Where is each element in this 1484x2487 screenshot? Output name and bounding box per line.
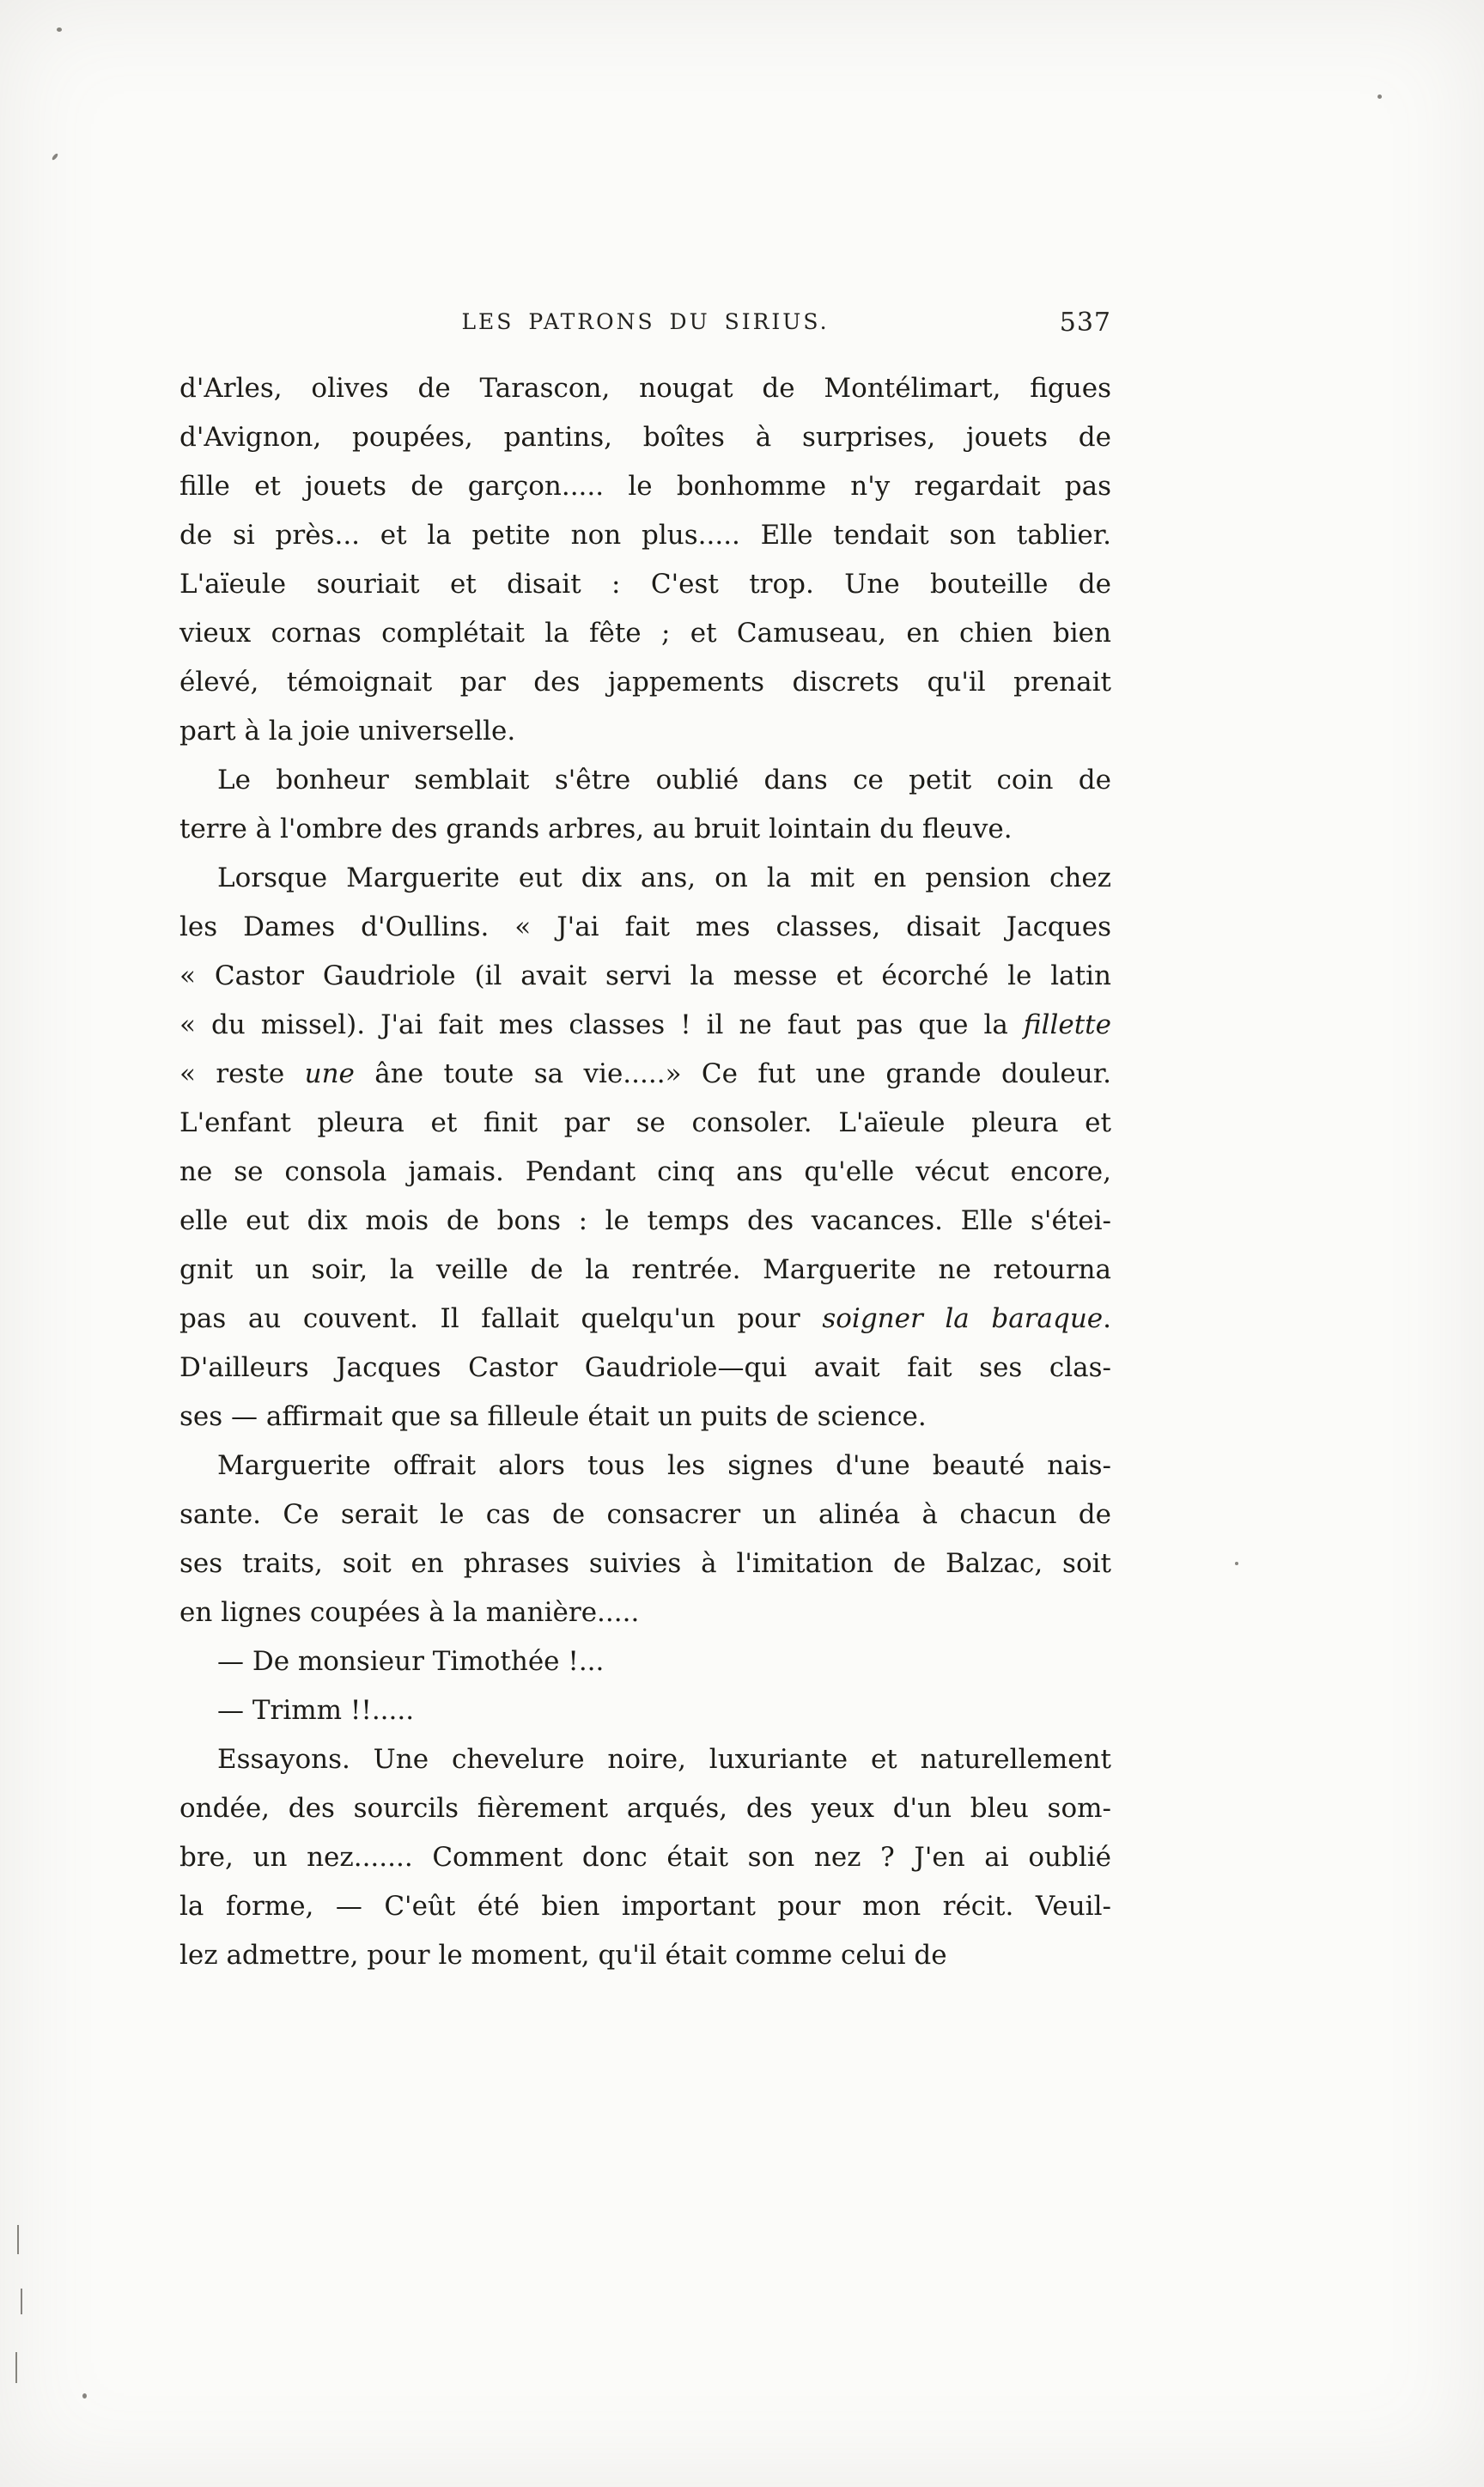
text-line: fille et jouets de garçon..... le bonhomme n'y regardait pas xyxy=(179,471,1111,502)
text-line: elle eut dix mois de bons : le temps des vacances. Elle s'étei- xyxy=(179,1205,1111,1236)
text-line: L'aïeule souriait et disait : C'est trop. Une bouteille de xyxy=(179,569,1111,600)
text-line: Marguerite offrait alors tous les signes d'une beauté nais- xyxy=(217,1450,1111,1481)
scan-tick xyxy=(15,2352,17,2383)
text-line: L'enfant pleura et finit par se consoler. L'aïeule pleura et xyxy=(179,1107,1111,1138)
running-title: LES PATRONS DU SIRIUS. xyxy=(461,309,830,334)
paragraph xyxy=(179,854,1111,1442)
text-line: pas au couvent. Il fallait quelqu'un pour soigner la baraque. xyxy=(179,1303,1111,1334)
text-line: vieux cornas complétait la fête ; et Camuseau, en chien bien xyxy=(179,618,1111,649)
scan-tick xyxy=(17,2225,19,2254)
text-line: d'Avignon, poupées, pantins, boîtes à surprises, jouets de xyxy=(179,422,1111,453)
text-line: sante. Ce serait le cas de consacrer un alinéa à chacun de xyxy=(179,1499,1111,1530)
running-head xyxy=(179,309,1111,344)
text-line: les Dames d'Oullins. « J'ai fait mes classes, disait Jacques xyxy=(179,911,1111,942)
paragraph xyxy=(179,1735,1111,1980)
text-line: « Castor Gaudriole (il avait servi la messe et écorché le latin xyxy=(179,960,1111,991)
paragraph xyxy=(179,1686,1111,1735)
paragraph xyxy=(179,1442,1111,1637)
text-line: lez admettre, pour le moment, qu'il était comme celui de xyxy=(179,1940,947,1971)
text-line: Le bonheur semblait s'être oublié dans ce petit coin de xyxy=(217,765,1111,795)
text-line: ses traits, soit en phrases suivies à l'imitation de Balzac, soit xyxy=(179,1548,1111,1579)
text-line: terre à l'ombre des grands arbres, au bruit lointain du fleuve. xyxy=(179,814,1013,844)
text-line: part à la joie universelle. xyxy=(179,716,516,747)
text-line: bre, un nez....... Comment donc était son nez ? J'en ai oublié xyxy=(179,1842,1111,1873)
scan-speck xyxy=(52,153,59,161)
text-line: gnit un soir, la veille de la rentrée. Marguerite ne retourna xyxy=(179,1254,1111,1285)
text-line: ne se consola jamais. Pendant cinq ans qu'elle vécut encore, xyxy=(179,1156,1111,1187)
page-number: 537 xyxy=(1059,308,1111,338)
text-line: de si près... et la petite non plus..... Elle tendait son tablier. xyxy=(179,520,1111,551)
text-line: « du missel). J'ai fait mes classes ! il ne faut pas que la fillette xyxy=(179,1009,1111,1040)
text-line: Lorsque Marguerite eut dix ans, on la mit en pension chez xyxy=(217,863,1111,893)
text-line: la forme, — C'eût été bien important pour mon récit. Veuil- xyxy=(179,1891,1111,1922)
text-line: élevé, témoignait par des jappements discrets qu'il prenait xyxy=(179,667,1111,698)
text-line: « reste une âne toute sa vie.....» Ce fut une grande douleur. xyxy=(179,1058,1111,1089)
paragraph xyxy=(179,364,1111,756)
text-block xyxy=(179,364,1111,1980)
scan-speck xyxy=(1378,94,1382,99)
text-line: — Trimm !!..... xyxy=(217,1695,415,1726)
text-line: D'ailleurs Jacques Castor Gaudriole—qui avait fait ses clas- xyxy=(179,1352,1111,1383)
scan-speck xyxy=(1235,1562,1238,1565)
scan-speck xyxy=(57,27,62,32)
paragraph xyxy=(179,756,1111,854)
text-line: en lignes coupées à la manière..... xyxy=(179,1597,640,1628)
text-line: ondée, des sourcils fièrement arqués, des yeux d'un bleu som- xyxy=(179,1793,1111,1824)
text-line: d'Arles, olives de Tarascon, nougat de Montélimart, figues xyxy=(179,373,1111,404)
scan-speck xyxy=(82,2393,87,2399)
scan-tick xyxy=(21,2289,22,2314)
text-line: Essayons. Une chevelure noire, luxuriante et naturellement xyxy=(217,1744,1111,1775)
paragraph xyxy=(179,1637,1111,1686)
text-line: ses — affirmait que sa filleule était un puits de science. xyxy=(179,1401,927,1432)
text-line: — De monsieur Timothée !... xyxy=(217,1646,605,1677)
